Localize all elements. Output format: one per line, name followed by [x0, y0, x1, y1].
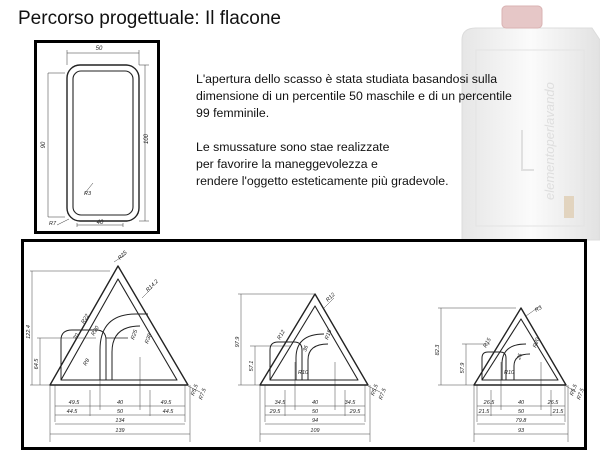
paragraph-line: L'apertura dello scasso è stata studiata basandosi sulla — [196, 72, 498, 86]
dim-bottom-r2: R7.5 — [378, 387, 388, 401]
opening-drawing — [37, 43, 157, 231]
paragraph-ergonomics — [196, 71, 512, 122]
dim-row2-right: 21.5 — [552, 409, 564, 415]
paragraph-line: rendere l'oggetto esteticamente più gradevole. — [196, 174, 449, 188]
dim-row4: 93 — [517, 428, 525, 434]
dim-inner-height: 57.1 — [249, 360, 255, 372]
dim-row3: 94 — [311, 418, 319, 424]
dim-row2-left: 44.5 — [66, 409, 78, 415]
dim-row4: 139 — [115, 428, 125, 434]
dim-inner-r5: R38 — [144, 333, 154, 345]
dim-row3: 134 — [115, 418, 125, 424]
dim-row2-left: 21.5 — [478, 409, 490, 415]
dim-right-radius: R3 — [534, 305, 544, 314]
dim-angle: 70 — [72, 332, 81, 341]
dim-row1-mid: 40 — [517, 400, 525, 406]
dim-inner-r2: R10 — [504, 370, 515, 376]
dim-bottom-r2: R7.5 — [576, 387, 586, 401]
dim-inner-r2: R10 — [298, 370, 309, 376]
dim-inner-height: 57.9 — [460, 362, 466, 374]
dim-row1-mid: 40 — [311, 400, 319, 406]
dim-outer-radius: R7 — [49, 221, 57, 227]
dim-inner-r1: R12 — [276, 329, 287, 341]
dim-height: 122.4 — [26, 325, 32, 339]
dim-row2-mid: 50 — [116, 409, 124, 415]
dim-right-radius: R12 — [325, 292, 337, 304]
bottle-tag — [564, 196, 574, 218]
dim-bottom-r1: R5.5 — [190, 383, 200, 397]
bottle-label: elementoperlavando — [542, 82, 557, 200]
triangle-small — [435, 305, 586, 442]
triangle-large — [26, 249, 208, 442]
slide-title: Percorso progettuale: Il flacone — [18, 8, 281, 29]
paragraph-line: 99 femminile. — [196, 106, 270, 120]
dim-height: 82.3 — [435, 344, 441, 356]
dim-inner-radius: R3 — [84, 191, 92, 197]
cross-section-drawings — [24, 242, 584, 447]
dim-row4: 109 — [310, 428, 320, 434]
dim-inner-r2: R20 — [90, 325, 101, 337]
dim-inner-r1: R15 — [482, 337, 493, 349]
dim-inner-r4: R8 — [82, 357, 92, 367]
paragraph-line: Le smussature sono stae realizzate — [196, 140, 390, 154]
dim-left: 90 — [41, 141, 47, 149]
dim-row1-right: 26.5 — [547, 400, 559, 406]
dim-bottom-r1: R5.5 — [569, 383, 579, 397]
dim-row1-mid: 40 — [116, 400, 124, 406]
dim-row2-right: 29.5 — [349, 409, 361, 415]
dim-row3: 79.8 — [515, 418, 527, 424]
dim-height: 97.9 — [235, 336, 241, 348]
dim-bottom: 40 — [96, 220, 104, 226]
dim-row1-left: 34.5 — [274, 400, 286, 406]
triangle-medium — [235, 292, 388, 442]
dim-inner-height: 64.5 — [34, 358, 40, 370]
cross-section-drawings-frame — [21, 239, 587, 450]
dim-inner-r3: R25 — [130, 329, 140, 341]
dim-angle: 25 — [516, 352, 524, 361]
dim-inner-r1: R22 — [80, 313, 91, 325]
dim-row1-right: 34.5 — [344, 400, 356, 406]
dim-bottom-r2: R7.5 — [198, 387, 208, 401]
dim-row1-left: 26.5 — [483, 400, 495, 406]
dim-row1-left: 49.5 — [68, 400, 80, 406]
dim-right-radius: R14.2 — [145, 278, 160, 294]
dim-inner-r3: R15 — [324, 329, 334, 341]
dim-inner-r3: R20 — [532, 337, 542, 349]
dim-bottom-r1: R5.5 — [370, 383, 380, 397]
bottle-cap — [502, 6, 542, 28]
paragraph-fillets — [196, 139, 449, 190]
dim-right: 100 — [144, 133, 150, 145]
dim-top: 50 — [95, 46, 103, 52]
dim-apex-radius: R25 — [117, 250, 129, 262]
dim-row2-right: 44.5 — [162, 409, 174, 415]
dim-row2-mid: 50 — [311, 409, 319, 415]
dim-row2-left: 29.5 — [269, 409, 281, 415]
dim-row2-mid: 50 — [517, 409, 525, 415]
opening-drawing-frame — [34, 40, 160, 234]
paragraph-line: per favorire la maneggevolezza e — [196, 157, 378, 171]
dim-angle: 36 — [302, 344, 310, 353]
paragraph-line: dimensione di un percentile 50 maschile e di un percentile — [196, 89, 512, 103]
dim-row1-right: 49.5 — [160, 400, 172, 406]
